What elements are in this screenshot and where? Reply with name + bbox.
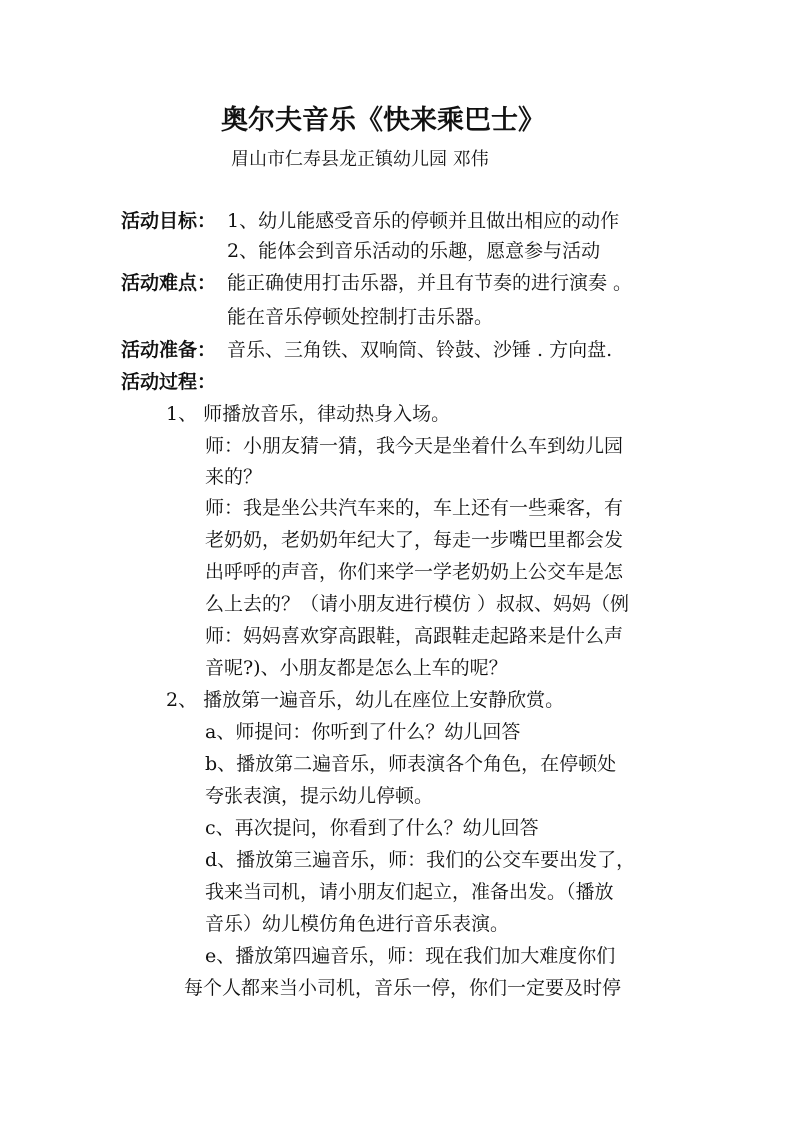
process-line: 来的？ bbox=[205, 466, 263, 488]
process-step: 2、 播放第一遍音乐，幼儿在座位上安静欣赏。 bbox=[166, 689, 565, 711]
goal-item: 1、幼儿能感受音乐的停顿并且做出相应的动作 bbox=[227, 210, 620, 232]
process-line: 老奶奶，老奶奶年纪大了，每走一步嘴巴里都会发 bbox=[205, 529, 624, 551]
preparation-text: 音乐、三角铁、双响筒、铃鼓、沙锤 . 方向盘. bbox=[227, 339, 613, 361]
process-line: a、师提问：你听到了什么？幼儿回答 bbox=[205, 721, 521, 743]
process-line: 夸张表演，提示幼儿停顿。 bbox=[205, 785, 434, 807]
difficulty-item: 能正确使用打击乐器，并且有节奏的进行演奏 。 bbox=[227, 272, 633, 294]
goals-label: 活动目标： bbox=[121, 210, 217, 232]
preparation-label: 活动准备： bbox=[121, 339, 217, 361]
process-line: 我来当司机，请小朋友们起立，准备出发。（播放 bbox=[205, 881, 614, 903]
process-line: 每个人都来当小司机，音乐一停，你们一定要及时停 bbox=[184, 977, 622, 999]
process-label: 活动过程： bbox=[121, 371, 217, 393]
process-line: c、再次提问，你看到了什么？幼儿回答 bbox=[205, 817, 539, 839]
process-step: 1、 师播放音乐，律动热身入场。 bbox=[166, 403, 451, 425]
process-line: 师：妈妈喜欢穿高跟鞋，高跟鞋走起路来是什么声 bbox=[205, 625, 624, 647]
goal-item: 2、能体会到音乐活动的乐趣，愿意参与活动 bbox=[227, 240, 601, 262]
document-title: 奥尔夫音乐《快来乘巴士》 bbox=[221, 105, 545, 136]
process-line: 音呢?)、小朋友都是怎么上车的呢？ bbox=[205, 657, 508, 679]
process-line: d、播放第三遍音乐，师：我们的公交车要出发了， bbox=[205, 849, 636, 871]
difficulty-item: 能在音乐停顿处控制打击乐器。 bbox=[227, 306, 494, 328]
process-line: 么上去的？（请小朋友进行模仿 ）叔叔、妈妈（例 bbox=[205, 593, 630, 615]
process-line: 出呼呼的声音，你们来学一学老奶奶上公交车是怎 bbox=[205, 561, 624, 583]
author-line: 眉山市仁寿县龙正镇幼儿园 邓伟 bbox=[231, 149, 489, 170]
process-line: 师：小朋友猜一猜，我今天是坐着什么车到幼儿园 bbox=[205, 435, 624, 457]
process-line: 音乐）幼儿模仿角色进行音乐表演。 bbox=[205, 913, 510, 935]
difficulty-label: 活动难点： bbox=[121, 272, 217, 294]
process-line: 师：我是坐公共汽车来的，车上还有一些乘客，有 bbox=[205, 497, 624, 519]
process-line: e、播放第四遍音乐，师：现在我们加大难度你们 bbox=[205, 945, 616, 967]
process-line: b、播放第二遍音乐，师表演各个角色，在停顿处 bbox=[205, 753, 617, 775]
